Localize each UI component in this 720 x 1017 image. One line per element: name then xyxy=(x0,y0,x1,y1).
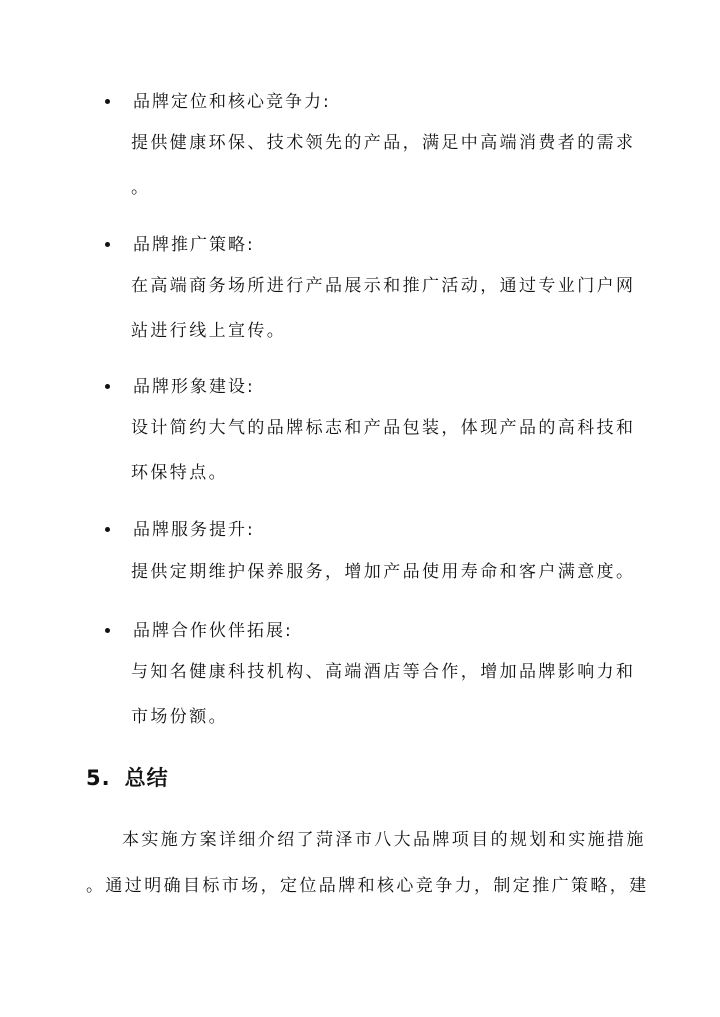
bullet-title: 品牌推广策略: xyxy=(133,235,255,255)
bullet-title: 品牌服务提升: xyxy=(133,520,255,540)
bullet-dot-icon xyxy=(105,242,110,247)
section-heading xyxy=(86,764,169,792)
paragraph-line: 本实施方案详细介绍了菏泽市八大品牌项目的规划和实施措施 xyxy=(122,830,646,850)
paragraph-line: 。通过明确目标市场，定位品牌和核心竞争力，制定推广策略，建 xyxy=(86,876,649,896)
section-number: 5. xyxy=(86,766,111,790)
bullet-title: 品牌形象建设: xyxy=(133,377,255,397)
bullet-dot-icon xyxy=(105,628,110,633)
bullet-description-line: 站进行线上宣传。 xyxy=(131,321,287,341)
bullet-description-line: 。 xyxy=(131,178,151,198)
bullet-dot-icon xyxy=(105,527,110,532)
bullet-description-line: 提供定期维护保养服务，增加产品使用寿命和客户满意度。 xyxy=(131,562,636,582)
bullet-description-line: 在高端商务场所进行产品展示和推广活动，通过专业门户网 xyxy=(131,276,636,296)
section-title: 总结 xyxy=(124,766,169,790)
bullet-title: 品牌定位和核心竞争力: xyxy=(133,92,331,112)
bullet-title: 品牌合作伙伴拓展: xyxy=(133,621,293,641)
bullet-dot-icon xyxy=(105,384,110,389)
bullet-description-line: 设计简约大气的品牌标志和产品包装，体现产品的高科技和 xyxy=(131,418,636,438)
bullet-dot-icon xyxy=(105,99,110,104)
bullet-description-line: 提供健康环保、技术领先的产品，满足中高端消费者的需求 xyxy=(131,133,636,153)
bullet-description-line: 与知名健康科技机构、高端酒店等合作，增加品牌影响力和 xyxy=(131,662,636,682)
bullet-description-line: 市场份额。 xyxy=(131,707,228,727)
bullet-description-line: 环保特点。 xyxy=(131,463,228,483)
